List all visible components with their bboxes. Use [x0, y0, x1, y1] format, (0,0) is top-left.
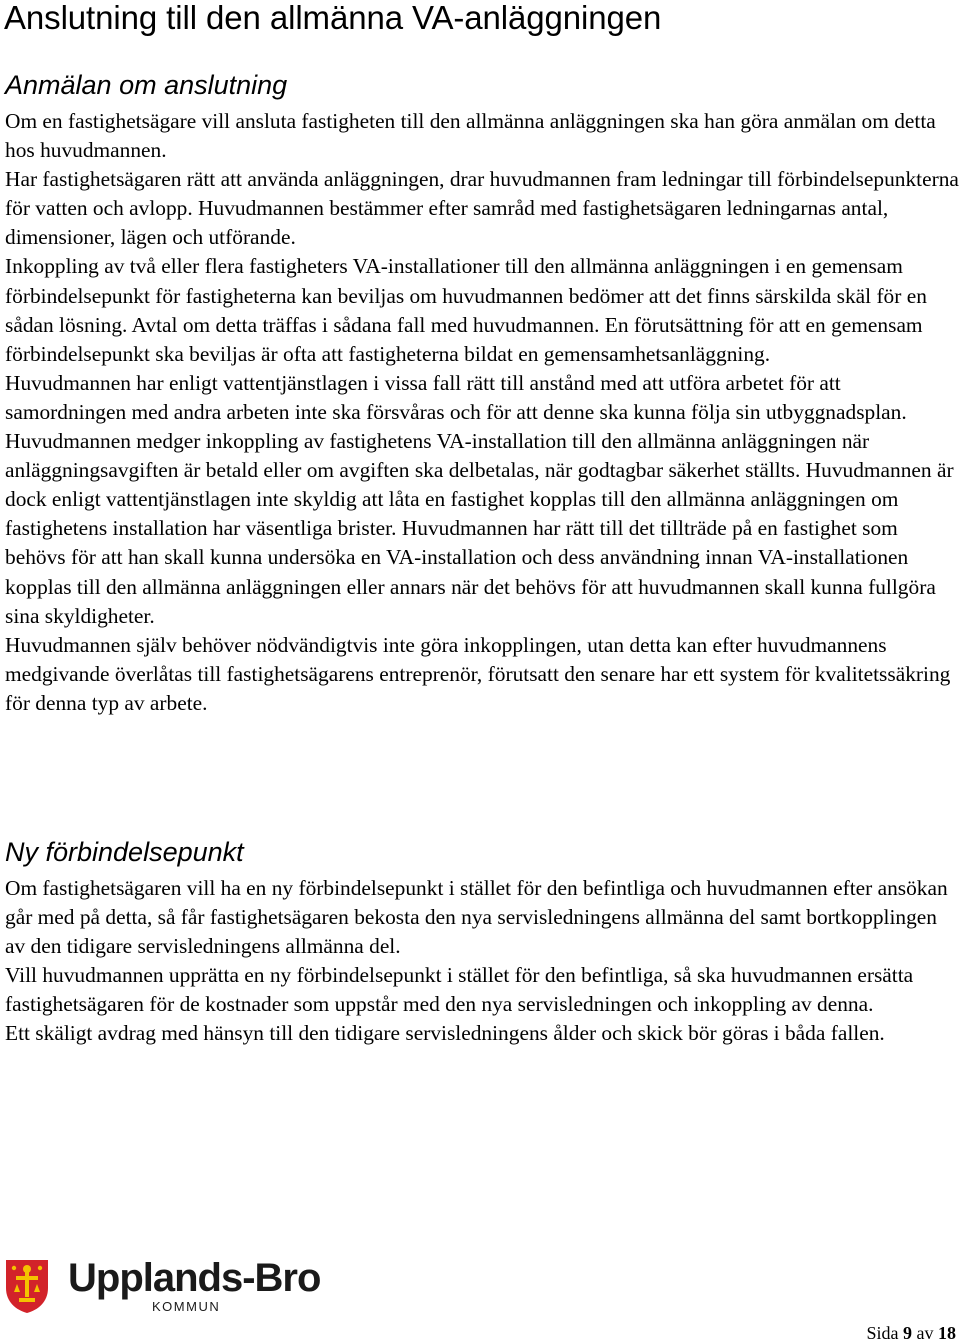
paragraph: Huvudmannen medger inkoppling av fastighetens VA-installation till den allmänna anläggningen när anläggningsavgiften är betald eller om avgiften ska delbetalas, när godtagbar säkerhet ställts. Huvudmannen är dock enligt vattentjänstlagen inte skyldig att låta en fastighet kopplas till den allmänna anläggningen om fastighetens installation har väsentliga brister. Huvudmannen har rätt till det tillträde på en fastighet som behövs för att han skall kunna undersöka en VA-installation och dess användning innan VA-installationen kopplas till den allmänna anläggningen eller annars när det behövs för att huvudmannen skall kunna fullgöra sina skyldigheter.	[5, 429, 954, 628]
section-body-ny-forbindelsepunkt	[5, 874, 960, 1049]
paragraph: Om fastighetsägaren vill ha en ny förbindelsepunkt i stället för den befintliga och huvudmannen efter ansökan går med på detta, så får fastighetsägaren bekosta den nya servisledningens allmänna del samt bortkopplingen av den tidigare servisledningens allmänna del.	[5, 876, 948, 959]
page-footer	[0, 1250, 960, 1344]
paragraph: Huvudmannen har enligt vattentjänstlagen i vissa fall rätt till anstånd med att utföra arbetet för att samordningen med andra arbeten inte ska försvåras och för att denne ska kunna följa sin utbyggnadsplan.	[5, 370, 907, 424]
paragraph: Om en fastighetsägare vill ansluta fastigheten till den allmänna anläggningen ska han göra anmälan om detta hos huvudmannen.	[5, 109, 936, 163]
page-number	[866, 1322, 956, 1344]
page-prefix: Sida	[866, 1323, 899, 1343]
paragraph: Ett skäligt avdrag med hänsyn till den tidigare servisledningens ålder och skick bör göras i båda fallen.	[5, 1021, 885, 1046]
logo-subtitle: KOMMUN	[152, 1299, 221, 1314]
section-body-anmalan	[5, 107, 960, 718]
paragraph: Inkoppling av två eller flera fastigheters VA-installationer till den allmänna anläggningen i en gemensam förbindelsepunkt för fastigheterna kan beviljas om huvudmannen bedömer att det finns särskilda skäl för en sådan lösning. Avtal om detta träffas i sådana fall med huvudmannen. En förutsättning för att en gemensam förbindelsepunkt ska beviljas är ofta att fastigheterna bildat en gemensamhetsanläggning.	[5, 254, 927, 366]
paragraph: Vill huvudmannen upprätta en ny förbindelsepunkt i stället för den befintliga, så ska huvudmannen ersätta fastighetsägaren för de kostnader som uppstår med den nya servisledningen och inkoppling av denna.	[5, 963, 914, 1017]
page-total: 18	[938, 1323, 956, 1343]
paragraph: Har fastighetsägaren rätt att använda anläggningen, drar huvudmannen fram ledningar till förbindelsepunkterna för vatten och avlopp. Huvudmannen bestämmer efter samråd med fastighetsägaren ledningarnas antal, dimensioner, lägen och utförande.	[5, 167, 959, 250]
document-title: Anslutning till den allmänna VA-anläggningen	[4, 0, 662, 36]
section-heading-ny-forbindelsepunkt: Ny förbindelsepunkt	[5, 837, 244, 867]
logo-name: Upplands-Bro	[68, 1256, 321, 1300]
paragraph: Huvudmannen själv behöver nödvändigtvis inte göra inkopplingen, utan detta kan efter huvudmannens medgivande överlåtas till fastighetsägarens entreprenör, förutsatt den senare har ett system för kvalitetssäkring för denna typ av arbete.	[5, 632, 951, 715]
page-current: 9	[903, 1323, 912, 1343]
upplands-bro-shield-icon	[4, 1258, 50, 1314]
page-separator: av	[916, 1323, 934, 1343]
section-heading-anmalan: Anmälan om anslutning	[5, 70, 288, 100]
